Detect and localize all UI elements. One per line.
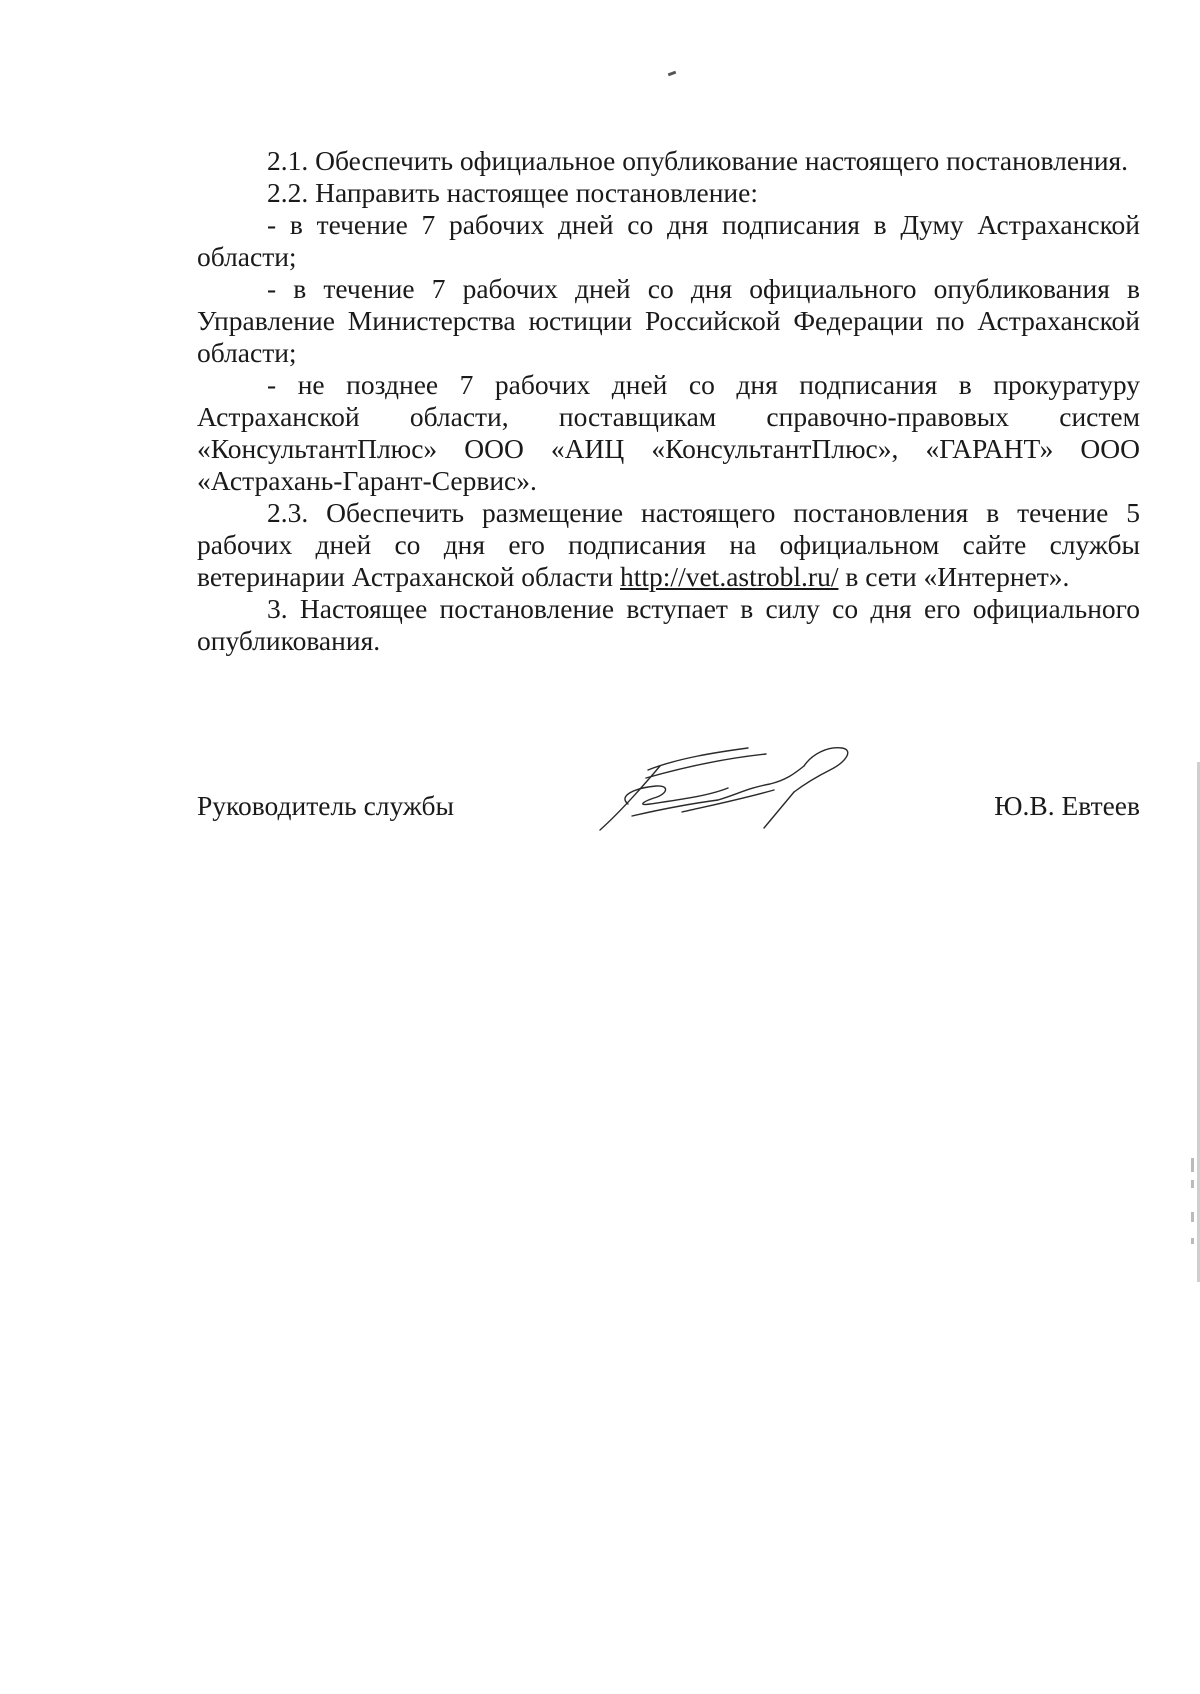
paragraph-2-3: [197, 497, 1140, 593]
paragraph-2-3-text: 2.3. Обеспечить размещение настоящего постановления в течение 5 рабочих дней со дня его подписания на официальном сайте службы ветеринарии Астраханской области: [197, 497, 1140, 592]
paragraph-3: 3. Настоящее постановление вступает в силу со дня его официального опубликования.: [197, 593, 1140, 656]
signatory-name: Ю.В. Евтеев: [994, 790, 1140, 821]
document-body: [197, 145, 1140, 657]
scan-mark: [668, 71, 677, 77]
scan-edge-mark: [1191, 1212, 1194, 1222]
paragraph-2-2-duma: - в течение 7 рабочих дней со дня подписания в Думу Астраханской области;: [197, 209, 1140, 272]
paragraph-2-1: 2.1. Обеспечить официальное опубликование настоящего постановления.: [267, 145, 1129, 176]
scan-edge-mark: [1191, 1158, 1194, 1172]
paragraph-2-3-tail: в сети «Интернет».: [838, 561, 1070, 592]
signature-row: [197, 790, 1140, 830]
paragraph-2-2: 2.2. Направить настоящее постановление:: [267, 177, 758, 208]
paragraph-2-2-justice: - в течение 7 рабочих дней со дня официального опубликования в Управление Министерства юстиции Российской Федерации по Астраханской области;: [197, 273, 1140, 368]
paragraph-2-2-prosecutor: - не позднее 7 рабочих дней со дня подписания в прокуратуру Астраханской области, поставщикам справочно-правовых систем «КонсультантПлюс» ООО «АИЦ «КонсультантПлюс», «ГАРАНТ» ООО «Астрахань-Гарант-Сервис».: [197, 369, 1140, 496]
signatory-position: Руководитель службы: [197, 790, 455, 821]
scan-edge-mark: [1191, 1238, 1194, 1244]
scan-edge-mark: [1191, 1180, 1194, 1188]
website-link[interactable]: http://vet.astrobl.ru/: [620, 561, 839, 592]
